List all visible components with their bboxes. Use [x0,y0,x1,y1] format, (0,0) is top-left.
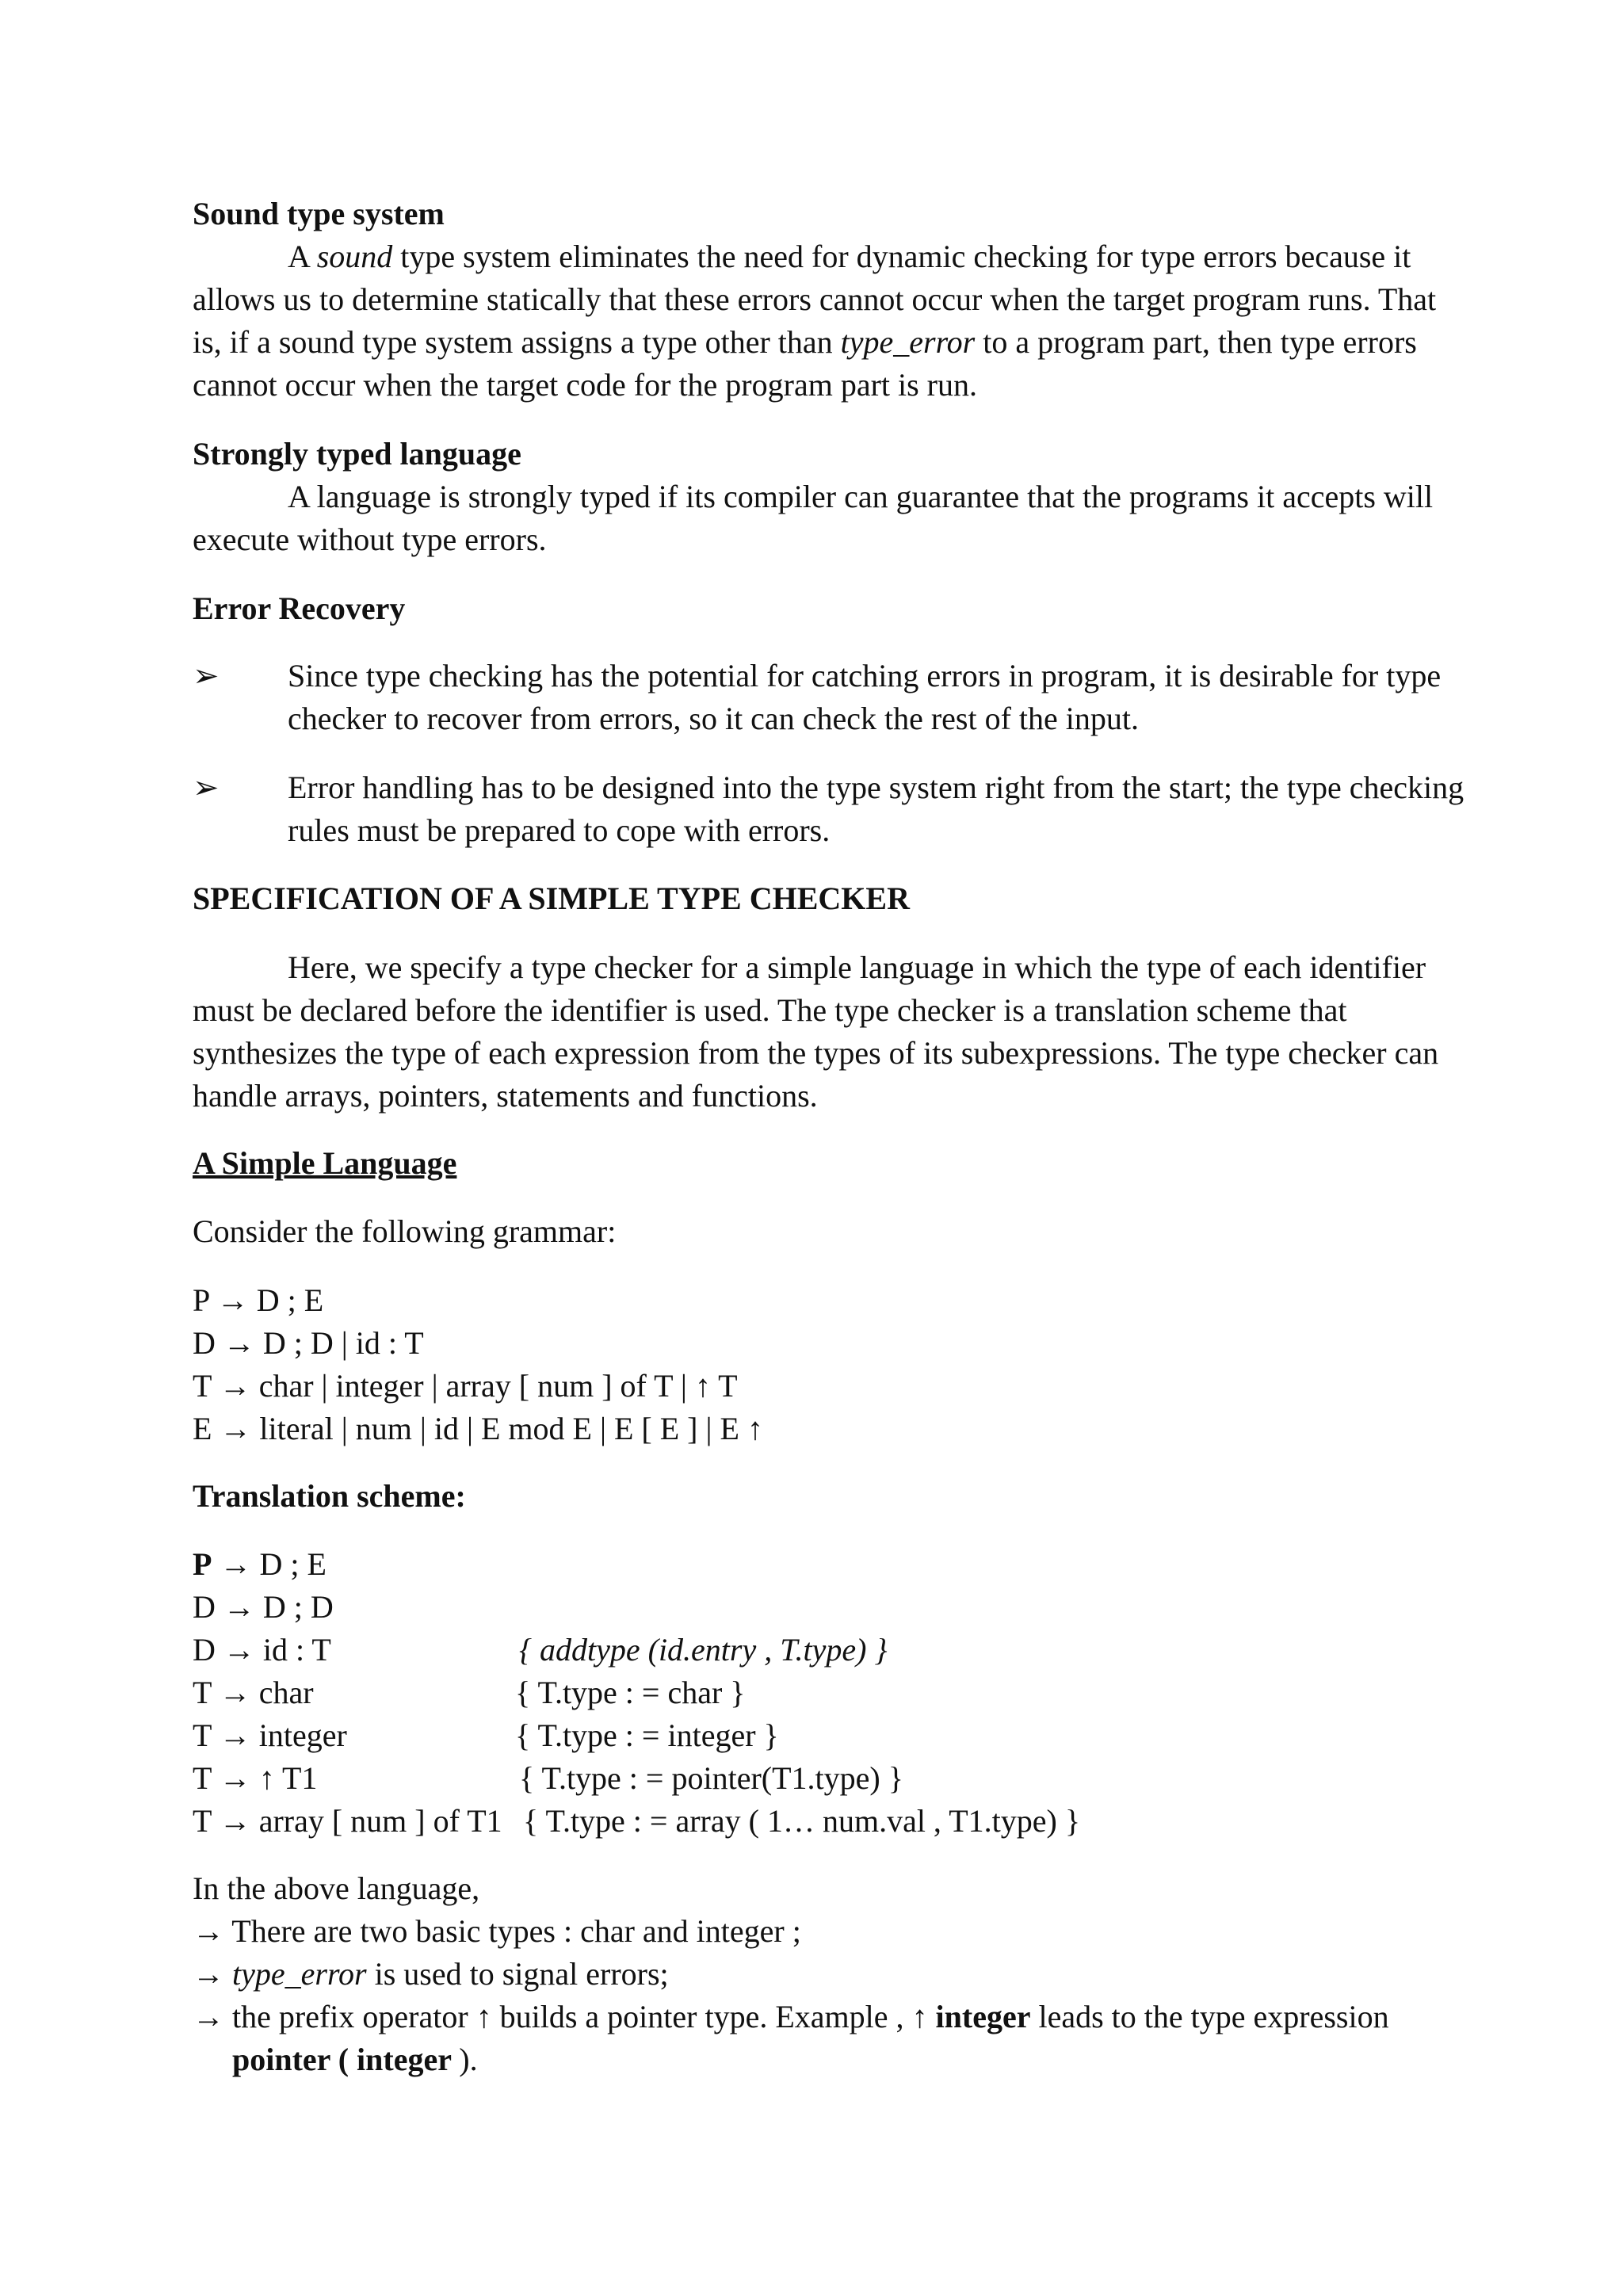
translation-lhs: D → D ; D [193,1589,334,1625]
translation-lhs: T → char [193,1675,314,1710]
note-text: the prefix operator ↑ builds a pointer type. Example , ↑ [224,1999,936,2034]
text: Here, we specify a type checker for a simple language in which the type of each identifier must be declared before the identifier is used. The type checker is a translation scheme that synthesizes the type of each expression from the types of its subexpressions. The type checker can handle arrays, pointers, statements and functions. [193,949,1439,1114]
grammar-rules [193,1279,1461,1450]
bullet-item [193,766,1492,852]
heading-strongly-typed: Strongly typed language [193,436,521,472]
translation-row [193,1800,502,1843]
translation-lhs-bold: P [193,1546,212,1582]
heading-sound-type-system: Sound type system [193,196,445,231]
note-text: ). [459,2042,478,2077]
translation-rhs: { T.type : = char } [515,1675,746,1710]
italic-text: sound [316,239,393,274]
note-line [193,1910,1461,1953]
grammar-rule: P → D ; E [193,1282,324,1318]
translation-lhs: T → integer [193,1717,347,1753]
note-continuation [232,2038,1500,2081]
text: type system eliminates the need for dynamic checking for type errors because it allows us to determine statically that these errors cannot occur when the target program runs. That is, if a sound type system assigns a type other than [193,239,1437,360]
grammar-rule: T → char | integer | array [ num ] of T | ↑ T [193,1368,738,1404]
translation-row [193,1586,334,1629]
translation-lhs: T → ↑ T1 [193,1760,318,1796]
heading-specification: SPECIFICATION OF A SIMPLE TYPE CHECKER [193,881,910,916]
text: A [288,239,317,274]
bold-text: pointer ( integer [232,2042,460,2077]
bullet-text: Error handling has to be designed into the type system right from the start; the type checking rules must be prepared to cope with errors. [288,770,1465,848]
bold-text: integer [935,1999,1031,2034]
grammar-rule: D → D ; D | id : T [193,1325,424,1361]
translation-action [523,1800,1080,1843]
paragraph-strongly-typed [193,476,1461,561]
right-arrow-icon: → [193,1999,224,2034]
translation-rhs: { addtype (id.entry , T.type) } [519,1632,888,1668]
italic-text: type_error [232,1956,367,1992]
paragraph-specification [193,946,1461,1117]
translation-rhs: { T.type : = integer } [515,1717,779,1753]
note-line [193,1996,1524,2038]
bullet-item [193,655,1492,740]
translation-row [193,1671,314,1714]
text: A language is strongly typed if its compiler can guarantee that the programs it accepts will execute without type errors. [193,479,1434,557]
translation-lhs: → D ; E [212,1546,327,1582]
grammar-rule: E → literal | num | id | E mod E | E [ E ] | E ↑ [193,1411,763,1446]
note-text: leads to the type expression [1030,1999,1389,2034]
translation-action [519,1629,887,1671]
grammar-intro: Consider the following grammar: [193,1213,617,1249]
italic-text: type_error [840,324,976,360]
note-text: There are two basic types : char and integer ; [224,1913,801,1949]
translation-row [193,1757,317,1800]
note-line [193,1953,1461,1996]
bullet-arrow-icon: ➢ [193,770,220,805]
translation-row [193,1714,347,1757]
translation-action [519,1757,903,1800]
text: to a program part, then type errors cannot occur when the target code for the program part is run. [193,324,1417,403]
translation-lhs: D → id : T [193,1632,331,1668]
heading-simple-language: A Simple Language [193,1145,457,1181]
heading-error-recovery: Error Recovery [193,590,406,626]
translation-lhs: T → array [ num ] of T1 [193,1803,502,1839]
translation-row [193,1629,331,1671]
bullet-text: Since type checking has the potential for catching errors in program, it is desirable for type checker to recover from errors, so it can check the rest of the input. [288,658,1442,736]
translation-rhs: { T.type : = array ( 1… num.val , T1.type) } [523,1803,1081,1839]
translation-row [193,1543,327,1586]
translation-action [515,1671,746,1714]
right-arrow-icon: → [193,1913,224,1949]
translation-rhs: { T.type : = pointer(T1.type) } [519,1760,903,1796]
notes-intro: In the above language, [193,1870,480,1906]
paragraph-sound-type-system [193,235,1461,407]
bullet-arrow-icon: ➢ [193,658,220,693]
heading-translation-scheme: Translation scheme: [193,1478,466,1514]
translation-action [515,1714,779,1757]
note-text: is used to signal errors; [366,1956,669,1992]
right-arrow-icon: → [193,1956,224,1992]
